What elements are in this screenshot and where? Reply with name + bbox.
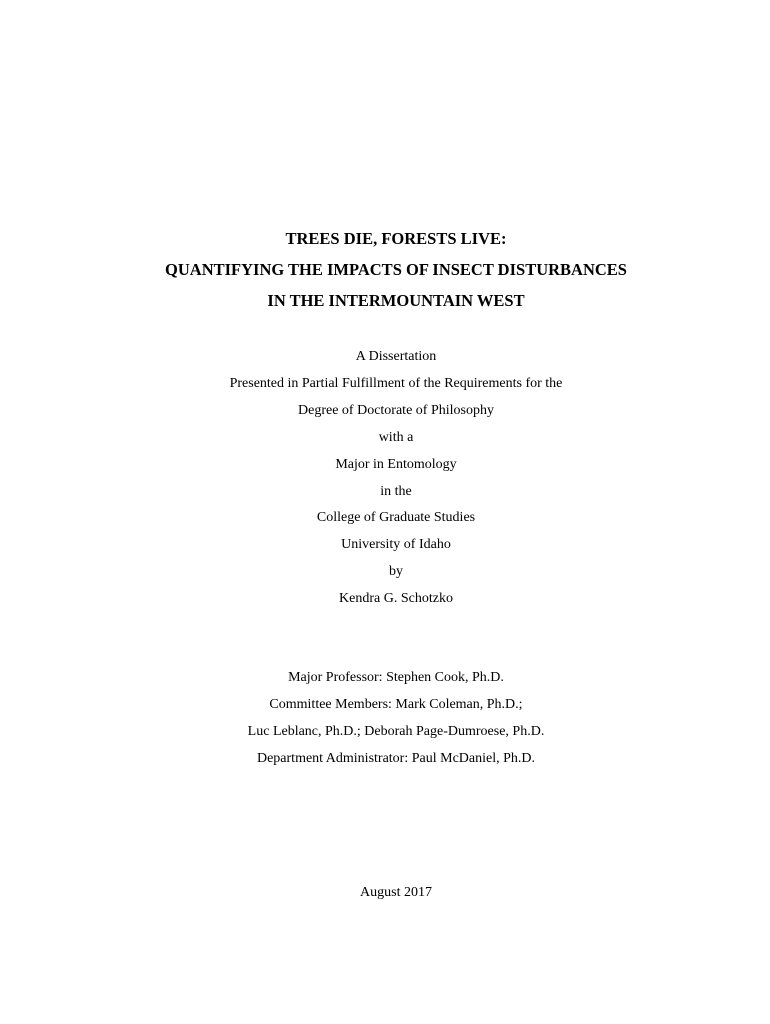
author-name: Kendra G. Schotzko <box>339 591 453 606</box>
in-the-text: in the <box>380 484 412 499</box>
degree-name: Degree of Doctorate of Philosophy <box>298 403 494 418</box>
university-name: University of Idaho <box>341 537 451 552</box>
major-name: Major in Entomology <box>335 457 457 472</box>
by-text: by <box>389 564 403 579</box>
committee-members-line-1: Committee Members: Mark Coleman, Ph.D.; <box>269 697 523 712</box>
college-name: College of Graduate Studies <box>316 510 476 525</box>
document-type: A Dissertation <box>355 349 437 364</box>
submission-date: August 2017 <box>360 885 432 900</box>
title-line-3: IN THE INTERMOUNTAIN WEST <box>267 291 525 310</box>
with-a-text: with a <box>378 430 414 445</box>
presented-statement: Presented in Partial Fulfillment of the Requirements for the <box>229 376 563 391</box>
major-professor: Major Professor: Stephen Cook, Ph.D. <box>288 670 504 685</box>
committee-members-line-2: Luc Leblanc, Ph.D.; Deborah Page-Dumroese, Ph.D. <box>247 724 545 739</box>
title-line-2: QUANTIFYING THE IMPACTS OF INSECT DISTURBANCES <box>165 260 627 279</box>
title-line-1: TREES DIE, FORESTS LIVE: <box>285 229 507 248</box>
department-administrator: Department Administrator: Paul McDaniel, Ph.D. <box>256 751 535 766</box>
